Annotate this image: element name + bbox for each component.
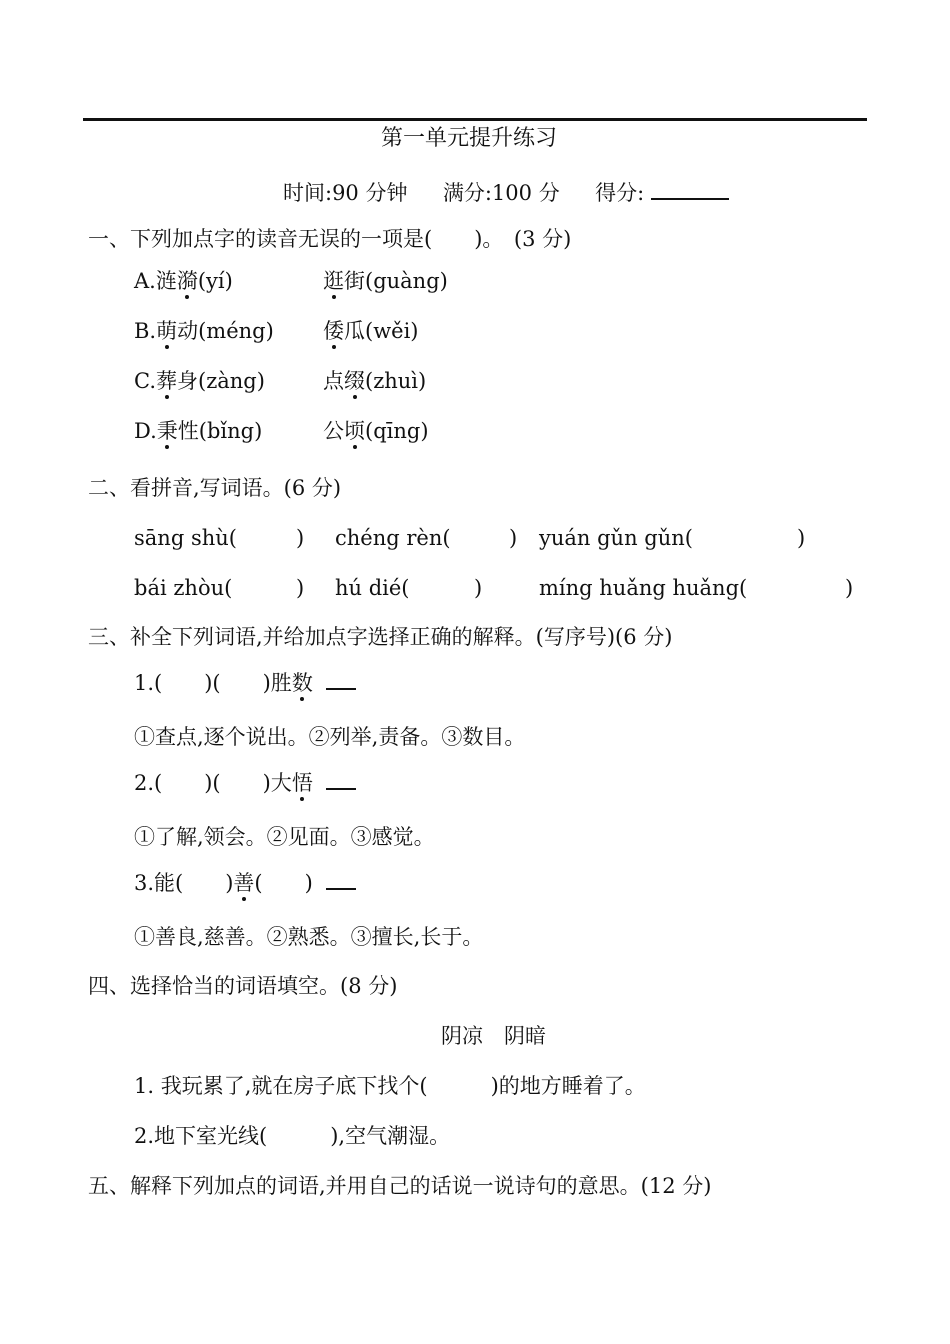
q1-option-b-word2: 倭瓜(wěi) (323, 319, 419, 343)
exam-info (283, 178, 729, 204)
q3-stem: 三、补全下列词语,并给加点字选择正确的解释。(写序号)(6 分) (88, 625, 673, 649)
q2-item-1: sāng shù( (134, 526, 237, 550)
q4-word-bank: 阴凉 阴暗 (441, 1024, 546, 1048)
time-limit: 时间:90 分钟 (283, 181, 408, 205)
q2-item-2-close: ) (509, 526, 518, 550)
score-blank[interactable] (651, 178, 729, 200)
score-label: 得分: (595, 181, 645, 205)
q4-sentence-1: 1. 我玩累了,就在房子底下找个( )的地方睡着了。 (134, 1074, 646, 1098)
q2-item-1-close: ) (296, 526, 305, 550)
q2-item-3-close: ) (797, 526, 806, 550)
page-title: 第一单元提升练习 (381, 126, 558, 151)
q3-item-2: 2.( )( )大悟 (134, 770, 356, 794)
q1-option-d-word2: 公顷(qīng) (323, 419, 429, 443)
q2-item-3: yuán gǔn gǔn( (539, 526, 693, 550)
q4-sentence-2: 2.地下室光线( ),空气潮湿。 (134, 1124, 451, 1148)
q3-answer-1[interactable] (326, 670, 356, 690)
q2-item-4: bái zhòu( (134, 576, 233, 600)
q1-option-a-word2: 逛街(guàng) (323, 269, 448, 293)
header-rule (83, 118, 867, 121)
q2-item-6-close: ) (845, 576, 854, 600)
q5-stem: 五、解释下列加点的词语,并用自己的话说一说诗句的意思。(12 分) (88, 1174, 712, 1198)
full-score: 满分:100 分 (442, 181, 560, 205)
q1-option-d[interactable]: D.秉性(bǐng) (134, 419, 263, 443)
q1-option-c-word2: 点缀(zhuì) (323, 369, 427, 393)
q2-item-2: chéng rèn( (335, 526, 451, 550)
q3-options-2: ①了解,领会。②见面。③感觉。 (134, 825, 435, 849)
q3-answer-2[interactable] (326, 770, 356, 790)
q1-option-b[interactable]: B.萌动(méng) (134, 319, 274, 343)
q2-item-5: hú dié( (335, 576, 410, 600)
q4-stem: 四、选择恰当的词语填空。(8 分) (88, 974, 398, 998)
q1-option-a[interactable]: A.涟漪(yí) (134, 269, 233, 293)
q2-item-4-close: ) (296, 576, 305, 600)
q3-answer-3[interactable] (326, 870, 356, 890)
q3-item-3: 3.能( )善( ) (134, 870, 356, 894)
q2-item-6: míng huǎng huǎng( (539, 576, 748, 600)
q3-item-1: 1.( )( )胜数 (134, 670, 356, 694)
q2-stem: 二、看拼音,写词语。(6 分) (88, 476, 342, 500)
q1-option-c[interactable]: C.葬身(zàng) (134, 369, 265, 393)
q3-options-1: ①查点,逐个说出。②列举,责备。③数目。 (134, 725, 526, 749)
q2-item-5-close: ) (474, 576, 483, 600)
q3-options-3: ①善良,慈善。②熟悉。③擅长,长于。 (134, 925, 484, 949)
q1-stem: 一、下列加点字的读音无误的一项是( )。 (3 分) (88, 227, 572, 251)
